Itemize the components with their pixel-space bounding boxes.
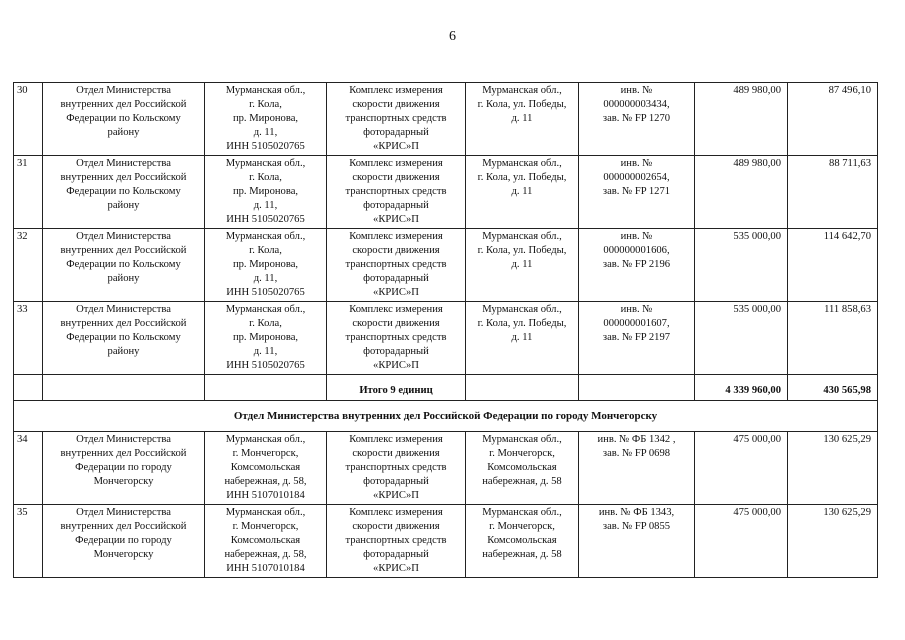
address-cell-line: г. Мончегорск, bbox=[232, 448, 299, 459]
item-cell-line: фоторадарный bbox=[363, 549, 429, 560]
total-label: Итого 9 единиц bbox=[327, 375, 466, 401]
item-cell-line: скорости движения bbox=[352, 99, 440, 110]
address-cell-line: пр. Миронова, bbox=[232, 113, 299, 124]
address-cell-line: ИНН 5105020765 bbox=[226, 141, 305, 152]
location-cell-line: Комсомольская bbox=[487, 462, 557, 473]
address-cell bbox=[205, 156, 327, 229]
owner-cell-line: Федерации по Кольскому bbox=[66, 113, 181, 124]
inventory-cell bbox=[579, 83, 695, 156]
item-cell-line: фоторадарный bbox=[363, 200, 429, 211]
item-cell-line: скорости движения bbox=[352, 318, 440, 329]
location-cell-line: д. 11 bbox=[511, 113, 533, 124]
item-cell-line: транспортных средств bbox=[345, 186, 447, 197]
residual-cell: 130 625,29 bbox=[788, 432, 878, 505]
owner-cell-line: внутренних дел Российской bbox=[60, 172, 187, 183]
inventory-cell-line: 000000002654, bbox=[603, 172, 670, 183]
location-cell-line: г. Мончегорск, bbox=[489, 521, 555, 532]
inventory-cell-line: инв. № bbox=[620, 158, 653, 169]
address-cell-line: Мурманская обл., bbox=[225, 231, 306, 242]
inventory-cell-line: зав. № FP 1271 bbox=[602, 186, 671, 197]
table-row bbox=[14, 505, 878, 578]
owner-cell-line: внутренних дел Российской bbox=[60, 318, 187, 329]
inventory-cell-line: 000000001607, bbox=[603, 318, 670, 329]
location-cell-line: г. Мончегорск, bbox=[489, 448, 555, 459]
address-cell-line: Мурманская обл., bbox=[225, 434, 306, 445]
address-cell bbox=[205, 505, 327, 578]
address-cell-line: Комсомольская bbox=[230, 535, 301, 546]
location-cell-line: набережная, д. 58 bbox=[482, 476, 562, 487]
address-cell-line: пр. Миронова, bbox=[232, 259, 299, 270]
owner-cell bbox=[43, 432, 205, 505]
inventory-cell-line: зав. № FP 0855 bbox=[602, 521, 671, 532]
address-cell-line: Мурманская обл., bbox=[225, 507, 306, 518]
location-cell-line: Мурманская обл., bbox=[482, 231, 562, 242]
location-cell-line: г. Кола, ул. Победы, bbox=[477, 172, 567, 183]
table-row bbox=[14, 432, 878, 505]
location-cell-line: Мурманская обл., bbox=[482, 507, 562, 518]
address-cell-line: ИНН 5107010184 bbox=[226, 490, 305, 501]
location-cell-line: Мурманская обл., bbox=[482, 434, 562, 445]
owner-cell-line: району bbox=[107, 127, 140, 138]
item-cell-line: фоторадарный bbox=[363, 273, 429, 284]
residual-cell: 87 496,10 bbox=[788, 83, 878, 156]
address-cell-line: д. 11, bbox=[253, 127, 278, 138]
location-cell bbox=[466, 505, 579, 578]
owner-cell bbox=[43, 229, 205, 302]
owner-cell-line: Отдел Министерства bbox=[76, 304, 171, 315]
address-cell-line: г. Кола, bbox=[249, 245, 282, 256]
residual-cell: 114 642,70 bbox=[788, 229, 878, 302]
cost-cell: 489 980,00 bbox=[695, 156, 788, 229]
total-empty-cell bbox=[466, 375, 579, 401]
owner-cell-line: Отдел Министерства bbox=[76, 158, 171, 169]
item-cell-line: Комплекс измерения bbox=[349, 304, 443, 315]
address-cell-line: пр. Миронова, bbox=[232, 332, 299, 343]
location-cell-line: набережная, д. 58 bbox=[482, 549, 562, 560]
address-cell-line: д. 11, bbox=[253, 346, 278, 357]
total-residual: 430 565,98 bbox=[788, 375, 878, 401]
table-body-monchegorsk bbox=[14, 432, 878, 578]
inventory-cell-line: инв. № bbox=[620, 231, 653, 242]
address-cell-line: набережная, д. 58, bbox=[224, 476, 307, 487]
inventory-cell-line: зав. № FP 0698 bbox=[602, 448, 671, 459]
inventory-cell-line: 000000003434, bbox=[603, 99, 670, 110]
item-cell-line: транспортных средств bbox=[345, 259, 447, 270]
address-cell-line: г. Кола, bbox=[249, 172, 282, 183]
item-cell bbox=[327, 156, 466, 229]
inventory-cell bbox=[579, 432, 695, 505]
row-number: 34 bbox=[14, 432, 43, 505]
section-title: Отдел Министерства внутренних дел Российской Федерации по городу Мончегорску bbox=[14, 401, 878, 432]
row-number: 31 bbox=[14, 156, 43, 229]
owner-cell-line: Отдел Министерства bbox=[76, 85, 171, 96]
table-row bbox=[14, 83, 878, 156]
total-row bbox=[14, 375, 878, 401]
item-cell-line: транспортных средств bbox=[345, 535, 447, 546]
item-cell-line: «КРИС»П bbox=[373, 214, 419, 225]
inventory-cell bbox=[579, 302, 695, 375]
owner-cell bbox=[43, 505, 205, 578]
item-cell bbox=[327, 302, 466, 375]
item-cell-line: «КРИС»П bbox=[373, 563, 419, 574]
owner-cell-line: Отдел Министерства bbox=[76, 507, 171, 518]
item-cell-line: Комплекс измерения bbox=[349, 158, 443, 169]
cost-cell: 475 000,00 bbox=[695, 505, 788, 578]
owner-cell-line: району bbox=[107, 273, 140, 284]
table-row bbox=[14, 302, 878, 375]
item-cell-line: фоторадарный bbox=[363, 476, 429, 487]
item-cell-line: Комплекс измерения bbox=[349, 85, 443, 96]
owner-cell-line: внутренних дел Российской bbox=[60, 448, 187, 459]
address-cell-line: Комсомольская bbox=[230, 462, 301, 473]
location-cell-line: Комсомольская bbox=[487, 535, 557, 546]
address-cell-line: г. Мончегорск, bbox=[232, 521, 299, 532]
address-cell-line: г. Кола, bbox=[249, 318, 282, 329]
inventory-cell-line: зав. № FP 1270 bbox=[602, 113, 671, 124]
total-empty-cell bbox=[579, 375, 695, 401]
item-cell-line: «КРИС»П bbox=[373, 287, 419, 298]
item-cell-line: «КРИС»П bbox=[373, 141, 419, 152]
address-cell-line: г. Кола, bbox=[249, 99, 282, 110]
total-empty-cell bbox=[205, 375, 327, 401]
address-cell-line: ИНН 5105020765 bbox=[226, 214, 305, 225]
item-cell-line: Комплекс измерения bbox=[349, 507, 443, 518]
location-cell bbox=[466, 229, 579, 302]
residual-cell: 111 858,63 bbox=[788, 302, 878, 375]
item-cell-line: Комплекс измерения bbox=[349, 434, 443, 445]
address-cell bbox=[205, 302, 327, 375]
inventory-cell bbox=[579, 505, 695, 578]
inventory-cell-line: инв. № bbox=[620, 304, 653, 315]
inventory-cell-line: инв. № ФБ 1343, bbox=[598, 507, 675, 518]
cost-cell: 489 980,00 bbox=[695, 83, 788, 156]
address-cell bbox=[205, 432, 327, 505]
location-cell bbox=[466, 432, 579, 505]
inventory-cell-line: инв. № ФБ 1342 , bbox=[597, 434, 676, 445]
item-cell-line: транспортных средств bbox=[345, 113, 447, 124]
location-cell-line: д. 11 bbox=[511, 332, 533, 343]
location-cell bbox=[466, 302, 579, 375]
owner-cell-line: Федерации по городу bbox=[75, 462, 172, 473]
table-row bbox=[14, 156, 878, 229]
total-empty-cell bbox=[43, 375, 205, 401]
address-cell-line: Мурманская обл., bbox=[225, 158, 306, 169]
location-cell-line: д. 11 bbox=[511, 259, 533, 270]
owner-cell-line: Федерации по Кольскому bbox=[66, 259, 181, 270]
total-cost: 4 339 960,00 bbox=[695, 375, 788, 401]
cost-cell: 535 000,00 bbox=[695, 229, 788, 302]
owner-cell-line: району bbox=[107, 200, 140, 211]
table-body-kola bbox=[14, 83, 878, 375]
inventory-cell-line: зав. № FP 2197 bbox=[602, 332, 671, 343]
location-cell-line: Мурманская обл., bbox=[482, 85, 562, 96]
address-cell bbox=[205, 83, 327, 156]
item-cell-line: «КРИС»П bbox=[373, 490, 419, 501]
page-number: 6 bbox=[449, 29, 456, 44]
owner-cell-line: Федерации по городу bbox=[75, 535, 172, 546]
total-empty-cell bbox=[14, 375, 43, 401]
row-number: 32 bbox=[14, 229, 43, 302]
item-cell-line: фоторадарный bbox=[363, 346, 429, 357]
item-cell-line: скорости движения bbox=[352, 448, 440, 459]
owner-cell-line: Мончегорску bbox=[93, 476, 154, 487]
owner-cell-line: Мончегорску bbox=[93, 549, 154, 560]
location-cell bbox=[466, 83, 579, 156]
item-cell-line: транспортных средств bbox=[345, 332, 447, 343]
item-cell-line: «КРИС»П bbox=[373, 360, 419, 371]
inventory-cell bbox=[579, 229, 695, 302]
residual-cell: 88 711,63 bbox=[788, 156, 878, 229]
row-number: 30 bbox=[14, 83, 43, 156]
item-cell bbox=[327, 83, 466, 156]
inventory-cell-line: зав. № FP 2196 bbox=[602, 259, 671, 270]
owner-cell-line: внутренних дел Российской bbox=[60, 521, 187, 532]
address-cell-line: Мурманская обл., bbox=[225, 85, 306, 96]
item-cell-line: скорости движения bbox=[352, 172, 440, 183]
cost-cell: 535 000,00 bbox=[695, 302, 788, 375]
item-cell-line: фоторадарный bbox=[363, 127, 429, 138]
owner-cell-line: Федерации по Кольскому bbox=[66, 186, 181, 197]
location-cell-line: г. Кола, ул. Победы, bbox=[477, 318, 567, 329]
location-cell-line: г. Кола, ул. Победы, bbox=[477, 99, 567, 110]
address-cell-line: набережная, д. 58, bbox=[224, 549, 307, 560]
inventory-cell-line: инв. № bbox=[620, 85, 653, 96]
address-cell-line: ИНН 5105020765 bbox=[226, 287, 305, 298]
address-cell-line: ИНН 5105020765 bbox=[226, 360, 305, 371]
property-table bbox=[13, 82, 878, 578]
table-total-section bbox=[14, 375, 878, 432]
cost-cell: 475 000,00 bbox=[695, 432, 788, 505]
owner-cell bbox=[43, 302, 205, 375]
location-cell-line: Мурманская обл., bbox=[482, 158, 562, 169]
address-cell-line: д. 11, bbox=[253, 200, 278, 211]
owner-cell-line: району bbox=[107, 346, 140, 357]
item-cell bbox=[327, 432, 466, 505]
inventory-cell-line: 000000001606, bbox=[603, 245, 670, 256]
section-header-row bbox=[14, 401, 878, 432]
table-row bbox=[14, 229, 878, 302]
owner-cell-line: Отдел Министерства bbox=[76, 434, 171, 445]
item-cell-line: транспортных средств bbox=[345, 462, 447, 473]
inventory-cell bbox=[579, 156, 695, 229]
item-cell-line: скорости движения bbox=[352, 245, 440, 256]
owner-cell-line: Федерации по Кольскому bbox=[66, 332, 181, 343]
item-cell-line: Комплекс измерения bbox=[349, 231, 443, 242]
owner-cell bbox=[43, 83, 205, 156]
owner-cell-line: Отдел Министерства bbox=[76, 231, 171, 242]
owner-cell-line: внутренних дел Российской bbox=[60, 245, 187, 256]
address-cell-line: пр. Миронова, bbox=[232, 186, 299, 197]
address-cell-line: ИНН 5107010184 bbox=[226, 563, 305, 574]
location-cell-line: Мурманская обл., bbox=[482, 304, 562, 315]
address-cell-line: д. 11, bbox=[253, 273, 278, 284]
row-number: 33 bbox=[14, 302, 43, 375]
location-cell bbox=[466, 156, 579, 229]
address-cell bbox=[205, 229, 327, 302]
location-cell-line: д. 11 bbox=[511, 186, 533, 197]
owner-cell bbox=[43, 156, 205, 229]
row-number: 35 bbox=[14, 505, 43, 578]
owner-cell-line: внутренних дел Российской bbox=[60, 99, 187, 110]
address-cell-line: Мурманская обл., bbox=[225, 304, 306, 315]
item-cell-line: скорости движения bbox=[352, 521, 440, 532]
item-cell bbox=[327, 229, 466, 302]
item-cell bbox=[327, 505, 466, 578]
location-cell-line: г. Кола, ул. Победы, bbox=[477, 245, 567, 256]
residual-cell: 130 625,29 bbox=[788, 505, 878, 578]
